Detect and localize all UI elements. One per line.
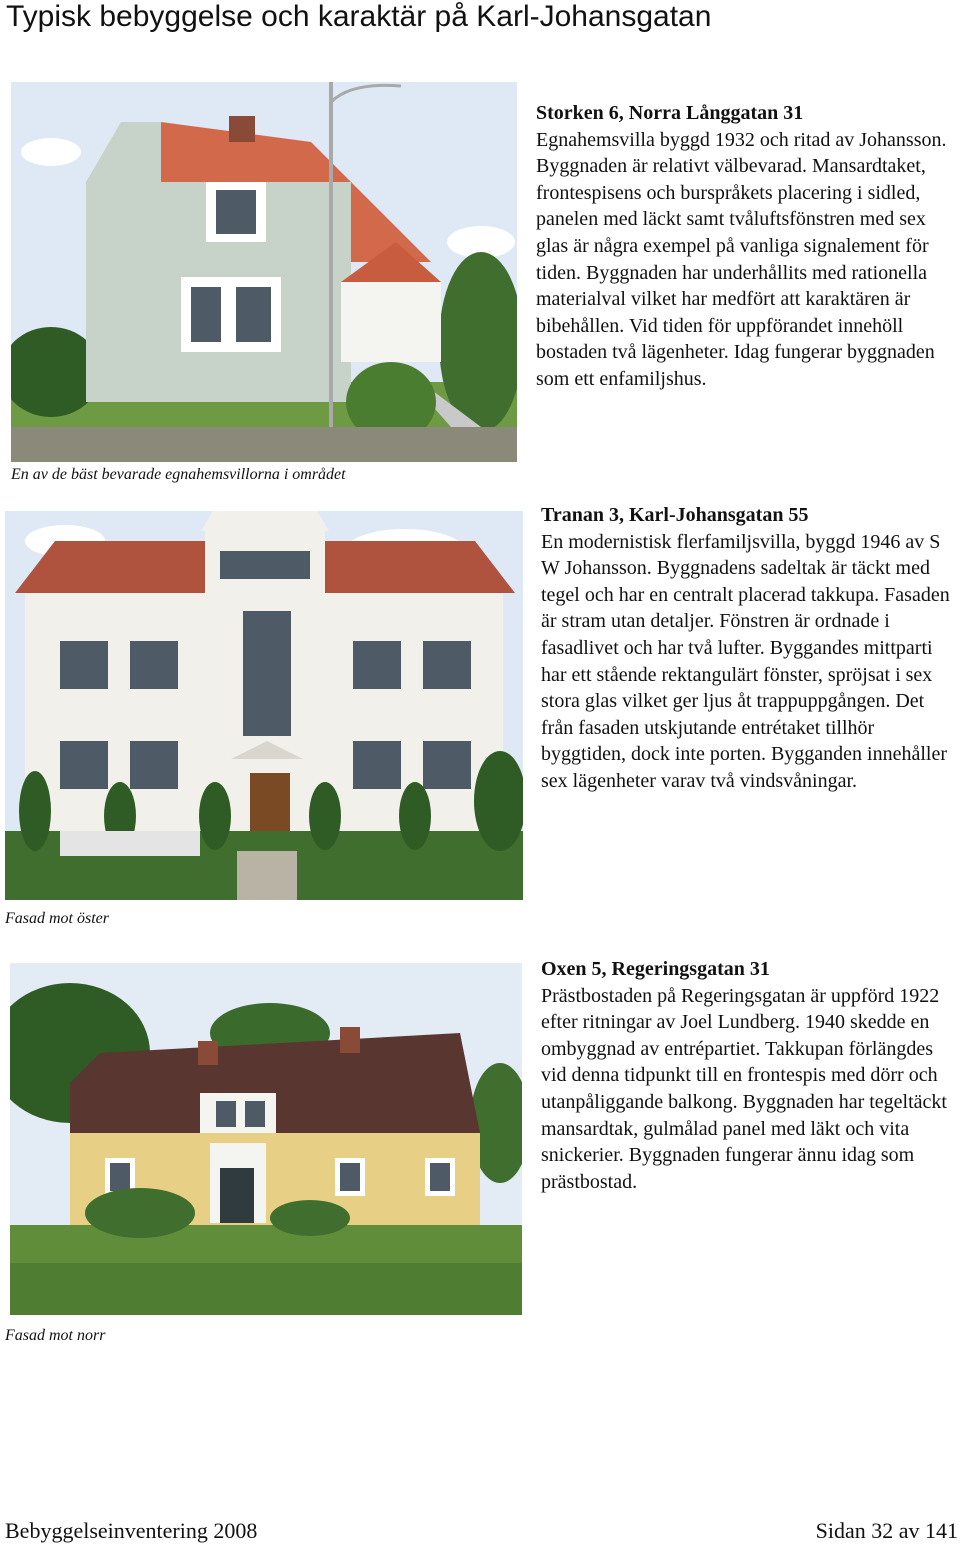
entry-storken (536, 100, 956, 393)
entry-oxen-heading: Oxen 5, Regeringsgatan 31 (541, 958, 770, 980)
entry-storken-body: Egnahemsvilla byggd 1932 och ritad av Johansson. Byggnaden är relativt välbevarad. Mansardtaket, frontespisens och burspråkets placering i sidled, panelen med läckt samt tvåluftsfönstren med sex glas är några exempel på vanliga signalement för tiden. Byggnaden har underhållits med rationella materialval vilket har medfört att karaktären är bibehållen. Vid tiden för uppförandet innehöll bostaden två lägenheter. Idag fungerar byggnaden som ett enfamiljshus. (536, 128, 947, 390)
entry-tranan-body: En modernistisk flerfamiljsvilla, byggd 1946 av S W Johansson. Byggnadens sadeltak är täckt med tegel och har en centralt placerad takkupa. Fasaden är stram utan detaljer. Fönstren är ordnade i fasadlivet och har två lufter. Byggandes mittparti har ett stående rektangulärt fönster, spröjsat i sex stora glas vilket ger ljus åt trappuppgången. Det från fasaden utskjutande entrétaket tillhör byggtiden, dock inte porten. Bygganden innehåller sex lägenheter varav två vindsvåningar. (541, 530, 950, 792)
entry-oxen (541, 956, 959, 1195)
photo-oxen-prastbostad (10, 963, 522, 1315)
caption-tranan: Fasad mot öster (5, 910, 109, 927)
photo-storken-villa (11, 82, 517, 462)
footer-left: Bebyggelseinventering 2008 (5, 1518, 258, 1543)
entry-storken-heading: Storken 6, Norra Långgatan 31 (536, 102, 804, 124)
page-title: Typisk bebyggelse och karaktär på Karl-Johansgatan (6, 0, 712, 33)
entry-tranan (541, 502, 959, 795)
footer-right: Sidan 32 av 141 (815, 1518, 958, 1543)
caption-oxen: Fasad mot norr (5, 1327, 106, 1344)
photo-tranan-villa (5, 511, 523, 900)
entry-tranan-heading: Tranan 3, Karl-Johansgatan 55 (541, 504, 809, 526)
entry-oxen-body: Prästbostaden på Regeringsgatan är uppförd 1922 efter ritningar av Joel Lundberg. 1940 skedde en ombyggnad av entrépartiet. Takkupan förlängdes vid denna tidpunkt till en frontespis med dörr och utanpåliggande balkong. Byggnaden har tegeltäckt mansardtak, gulmålad panel med läkt och vita snickerier. Byggnaden fungerar ännu idag som prästbostad. (541, 984, 947, 1193)
caption-storken: En av de bäst bevarade egnahemsvillorna i området (11, 466, 346, 483)
